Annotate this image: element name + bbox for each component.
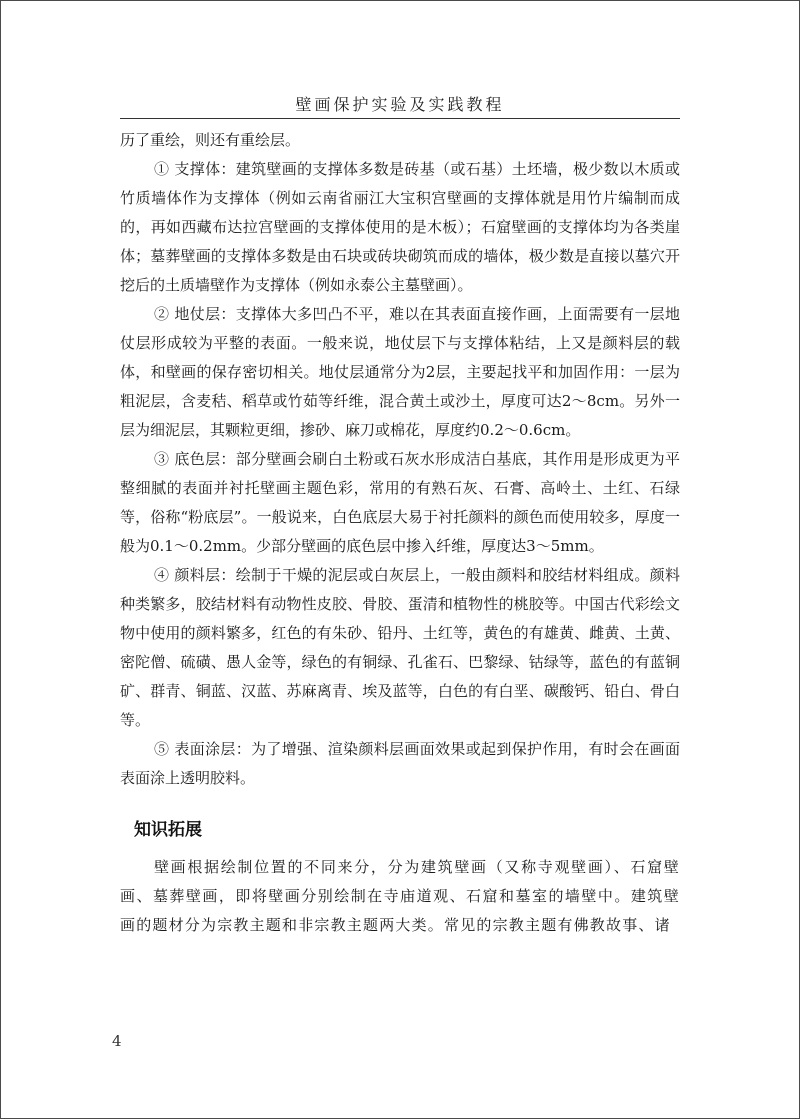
paragraph-pigment-layer: ④ 颜料层：绘制于干燥的泥层或白灰层上，一般由颜料和胶结材料组成。颜料种类繁多，胶结材料有动物性皮胶、骨胶、蛋清和植物性的桃胶等。中国古代彩绘文物中使用的颜料繁多，红色的有朱砂、铅丹、土红等，黄色的有雄黄、雌黄、土黄、密陀僧、硫磺、愚人金等，绿色的有铜绿、孔雀石、巴黎绿、钴绿等，蓝色的有蓝铜矿、群青、铜蓝、汉蓝、苏麻离青、埃及蓝等，白色的有白垩、碳酸钙、铅白、骨白等。 bbox=[120, 566, 680, 729]
running-header-title: 壁画保护实验及实践教程 bbox=[295, 95, 505, 114]
paragraph-surface-coating: ⑤ 表面涂层：为了增强、渲染颜料层画面效果或起到保护作用，有时会在画面表面涂上透明胶料。 bbox=[120, 740, 680, 787]
paragraph-extension: 壁画根据绘制位置的不同来分，分为建筑壁画（又称寺观壁画）、石窟壁画、墓葬壁画，即将壁画分别绘制在寺庙道观、石窟和墓室的墙壁中。建筑壁画的题材分为宗教主题和非宗教主题两大类。常见的宗教主题有佛教故事、诸 bbox=[120, 858, 680, 934]
paragraph-support-layer: ① 支撑体：建筑壁画的支撑体多数是砖基（或石基）土坯墙，极少数以木质或竹质墙体作为支撑体（例如云南省丽江大宝积宫壁画的支撑体就是用竹片编制而成的，再如西藏布达拉宫壁画的支撑体使用的是木板）；石窟壁画的支撑体均为各类崖体；墓葬壁画的支撑体多数是由石块或砖块砌筑而成的墙体，极少数是直接以墓穴开挖后的土质墙壁作为支撑体（例如永泰公主墓壁画）。 bbox=[120, 160, 680, 294]
page-number: 4 bbox=[112, 1032, 122, 1050]
section-heading-knowledge-extension: 知识拓展 bbox=[134, 820, 202, 840]
paragraph-continuation: 历了重绘，则还有重绘层。 bbox=[120, 131, 301, 149]
header-rule bbox=[120, 118, 680, 119]
page-content bbox=[120, 126, 680, 940]
paragraph-base-color-layer: ③ 底色层：部分壁画会刷白土粉或石灰水形成洁白基底，其作用是形成更为平整细腻的表面并衬托壁画主题色彩，常用的有熟石灰、石膏、高岭土、土红、石绿等，俗称“粉底层”。一般说来，白色底层大易于衬托颜料的颜色而使用较多，厚度一般为0.1～0.2mm。少部分壁画的底色层中掺入纤维，厚度达3～5mm。 bbox=[120, 450, 680, 555]
paragraph-ground-layer: ② 地仗层：支撑体大多凹凸不平，难以在其表面直接作画，上面需要有一层地仗层形成较为平整的表面。一般来说，地仗层下与支撑体粘结，上又是颜料层的载体，和壁画的保存密切相关。地仗层通常分为2层，主要起找平和加固作用：一层为粗泥层，含麦秸、稻草或竹茹等纤维，混合黄土或沙土，厚度可达2～8cm。另外一层为细泥层，其颗粒更细，掺砂、麻刀或棉花，厚度约0.2～0.6cm。 bbox=[120, 305, 680, 439]
